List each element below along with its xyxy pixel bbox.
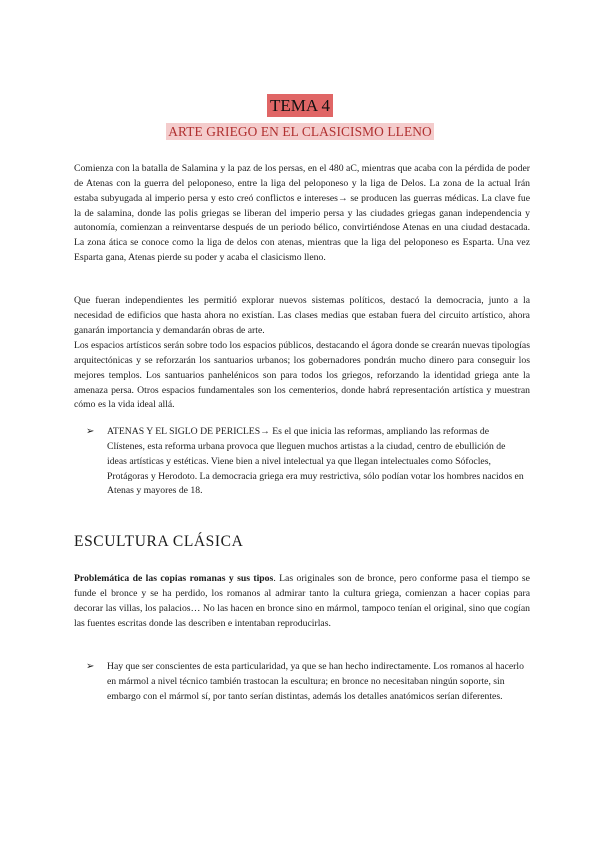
copies-paragraph xyxy=(74,572,530,631)
section-heading: ESCULTURA CLÁSICA xyxy=(74,533,244,550)
marble-bullet-text: Hay que ser conscientes de esta particularidad, ya que se han hecho indirectamente. Los romanos al hacerlo en mármol a nivel técnico también trastocan la escultura; en bronce no necesitaban ningún soporte, sin embargo con el mármol sí, por tanto serían distintas, además los detalles anatómicos serían diferentes. xyxy=(107,661,524,702)
copies-paragraph-bold: Problemática de las copias romanas y sus tipos xyxy=(74,573,274,584)
page-title: TEMA 4 xyxy=(267,94,333,117)
bullet-arrow-icon: ➢ xyxy=(86,661,95,672)
title-block xyxy=(0,94,600,117)
copies-paragraph-text: . Las originales son de bronce, pero conforme pasa el tiempo se funde el bronce y se ha perdido, los romanos al admirar tanto la cultura griega, comienzan a hacer copias para decorar las villas, los palacios… No las hacen en bronce sino en mármol, tampoco tenían el original, sino que cogían las fuentes escritas donde las describen e intentaban reproducirlas. xyxy=(74,573,530,629)
artistic-spaces-paragraph: Los espacios artísticos serán sobre todo los espacios públicos, destacando el ágora donde se crearán nuevas tipologías arquitectónicas y se reforzarán los santuarios urbanos; los gobernadores pondrán mucho dinero para conseguir los mejores templos. Los santuarios panhelénicos son para todos los griegos, reforzando la identidad griega ante la amenaza persa. Otros espacios fundamentales son los cementerios, donde habrá representación artística y muestran cómo es la vida ideal allá. xyxy=(74,340,530,411)
intro-paragraph: Comienza con la batalla de Salamina y la paz de los persas, en el 480 aC, mientras que acaba con la pérdida de poder de Atenas con la guerra del peloponeso, entre la liga del peloponeso y la liga de Delos. La zona de la actual Irán estaba subyugada al imperio persa y esto creó conflictos e intereses→ se producen las guerras médicas. La clave fue la de salamina, donde las polis griegas se liberan del imperio persa y las ciudades griegas ganan independencia y autonomía, comienzan a reinventarse después de un periodo bélico, convirtiéndose Atenas en una ciudad destacada. La zona ática se conoce como la liga de delos con atenas, mientras que la liga del peloponeso es Esparta. Una vez Esparta gana, Atenas pierde su poder y acaba el clasicismo lleno. xyxy=(74,163,530,264)
bullet-arrow-icon: ➢ xyxy=(86,426,95,437)
independence-paragraph: Que fueran independientes les permitió explorar nuevos sistemas políticos, destacó la democracia, junto a la necesidad de edificios que hasta ahora no existían. Las clases medias que estaban fuera del circuito artístico, ahora ganarán importancia y demandarán obras de arte. xyxy=(74,295,530,336)
page-subtitle: ARTE GRIEGO EN EL CLASICISMO LLENO xyxy=(168,124,432,139)
subtitle-block xyxy=(0,123,600,141)
pericles-bullet-text: ATENAS Y EL SIGLO DE PERICLES→ Es el que inicia las reformas, ampliando las reformas de Clístenes, esta reforma urbana provoca que lleguen muchos artistas a la ciudad, centro de ebullición de ideas artísticas y estéticas. Viene bien a nivel intelectual ya que llegan intelectuales como Sófocles, Protágoras y Herodoto. La democracia griega era muy restrictiva, sólo podían votar los hombres nacidos en Atenas y mayores de 18. xyxy=(107,426,524,497)
